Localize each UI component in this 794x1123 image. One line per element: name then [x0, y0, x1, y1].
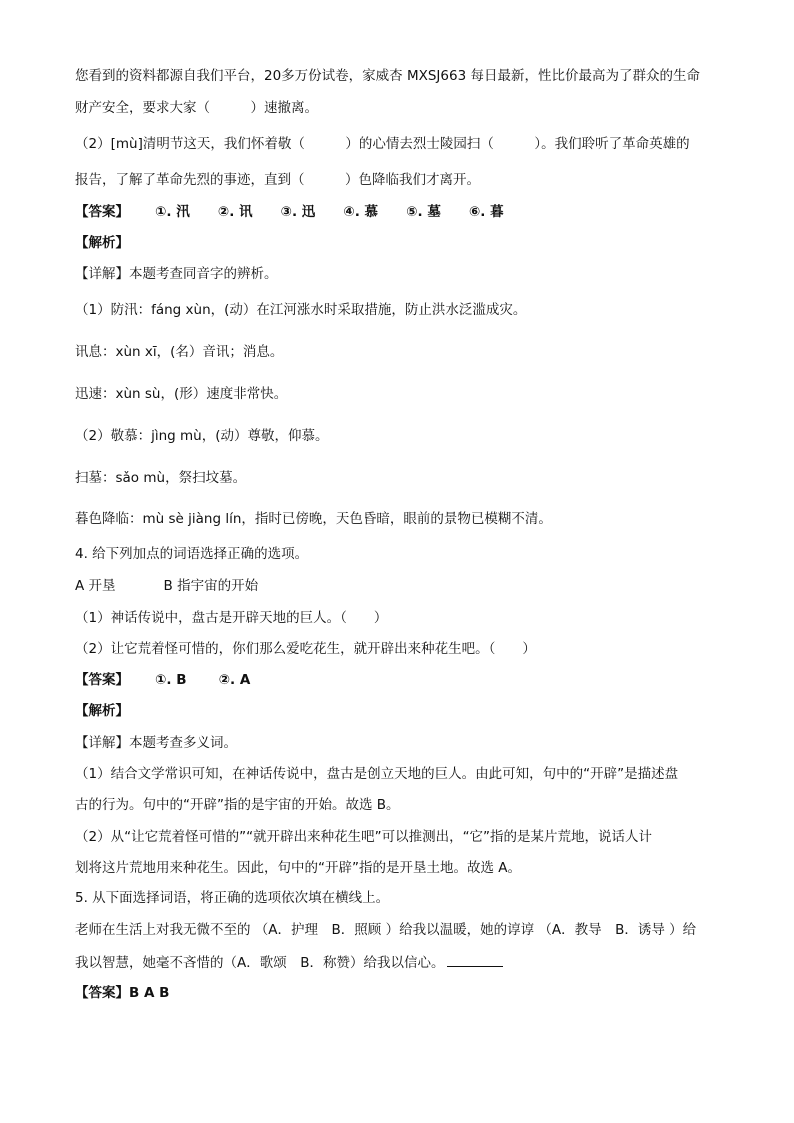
answer-item: ③. 迅	[280, 204, 316, 220]
paragraph-line: （1）防汛：fáng xùn，(动）在江河涨水时采取措施，防止洪水泛滥成灾。	[75, 302, 527, 318]
paragraph-line: 划将这片荒地用来种花生。因此，句中的“开辟”指的是开垦土地。故选 A。	[75, 860, 522, 876]
answer-item: ②. 讯	[217, 204, 253, 220]
paragraph-line: 财产安全，要求大家（ ）速撤离。	[75, 100, 318, 116]
paragraph-line: 讯息：xùn xī，(名）音讯；消息。	[75, 344, 284, 360]
answer-blank	[447, 952, 503, 967]
paragraph-line: 老师在生活上对我无微不至的 （A．护理 B．照顾 ）给我以温暖，她的谆谆 （A．教导 B．诱导 ）给	[75, 922, 697, 938]
answer-label: 【答案】	[75, 204, 129, 220]
answer-value: B A B	[129, 985, 170, 1001]
paragraph-line: （1）结合文学常识可知，在神话传说中，盘古是创立天地的巨人。由此可知，句中的“开辟”是描述盘	[75, 766, 679, 782]
paragraph-line: 扫墓：sǎo mù，祭扫坟墓。	[75, 470, 247, 486]
question-heading: 5. 从下面选择词语，将正确的选项依次填在横线上。	[75, 890, 390, 906]
paragraph-line: 暮色降临：mù sè jiàng lín，指时已傍晚，天色昏暗，眼前的景物已模糊不清。	[75, 511, 552, 527]
paragraph-line: 您看到的资料都源自我们平台，20多万份试卷，家威杏 MXSJ663 每日最新，性比价最高为了群众的生命	[75, 68, 700, 84]
analysis-heading: 【解析】	[75, 703, 129, 719]
paragraph-line	[75, 952, 723, 973]
analysis-heading: 【解析】	[75, 235, 129, 251]
paragraph-line: （2）从“让它荒着怪可惜的”“就开辟出来种花生吧”可以推测出，“它”指的是某片荒地，说话人计	[75, 829, 653, 845]
answer-item: ①. 汛	[155, 204, 190, 220]
paragraph-line: 迅速：xùn sù，(形）速度非常快。	[75, 386, 288, 402]
paragraph-line: 古的行为。句中的“开辟”指的是宇宙的开始。故选 B。	[75, 797, 400, 813]
answer-label: 【答案】	[75, 672, 129, 688]
paragraph-line: （2）敬慕：jìng mù，(动）尊敬，仰慕。	[75, 428, 329, 444]
answer-item: ④. 慕	[343, 204, 379, 220]
answer-line	[75, 670, 723, 690]
option-b: B 指宇宙的开始	[163, 578, 259, 594]
paragraph-line: （2）[mù]清明节这天，我们怀着敬（ ）的心情去烈士陵园扫（ ）。我们聆听了革命英雄的	[75, 136, 690, 152]
answer-item: ⑥. 暮	[468, 204, 504, 220]
answer-item: ②. A	[218, 672, 251, 688]
paragraph-text: 我以智慧，她毫不吝惜的（A．歌颂 B．称赞）给我以信心。	[75, 955, 445, 971]
paragraph-line: （1）神话传说中，盘古是开辟天地的巨人。（ ）	[75, 610, 388, 626]
paragraph-line: 报告，了解了革命先烈的事迹，直到（ ）色降临我们才离开。	[75, 172, 480, 188]
answer-line	[75, 983, 723, 1003]
question-heading: 4. 给下列加点的词语选择正确的选项。	[75, 546, 309, 562]
answer-line	[75, 202, 723, 222]
options-line	[75, 576, 723, 596]
paragraph-line: 【详解】本题考查同音字的辨析。	[75, 266, 278, 282]
answer-item: ①. B	[155, 672, 187, 688]
answer-label: 【答案】	[75, 985, 129, 1001]
option-a: A 开垦	[75, 578, 116, 594]
answer-item: ⑤. 墓	[406, 204, 441, 220]
paragraph-line: （2）让它荒着怪可惜的，你们那么爱吃花生，就开辟出来种花生吧。（ ）	[75, 641, 536, 657]
paragraph-line: 【详解】本题考查多义词。	[75, 735, 237, 751]
